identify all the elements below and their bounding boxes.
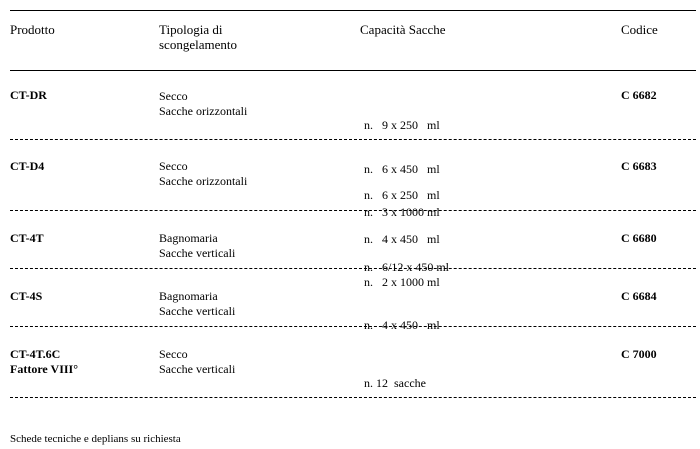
bottom-divider: [10, 397, 696, 398]
header-capacita: Capacità Sacche: [360, 22, 446, 37]
row-codice: C 6684: [621, 289, 657, 303]
row-divider: [10, 326, 696, 327]
header-tipologia-line2: scongelamento: [159, 37, 237, 52]
tipologia-line: Bagnomaria: [159, 289, 218, 303]
capacita-line: n. 12 sacche: [364, 376, 426, 390]
capacita-line: n. 6/12 x 450 ml: [364, 260, 450, 274]
tipologia-line: Bagnomaria: [159, 231, 218, 245]
capacita-line: n. 4 x 450 ml: [364, 318, 440, 332]
row-codice: C 7000: [621, 347, 657, 361]
prodotto-line: CT-4T.6C: [10, 347, 61, 361]
tipologia-line: Secco: [159, 159, 188, 173]
row-codice: C 6683: [621, 159, 657, 173]
capacita-line: n. 2 x 1000 ml: [364, 275, 440, 289]
row-prodotto: CT-DR: [10, 88, 47, 102]
tipologia-line: Sacche orizzontali: [159, 173, 248, 188]
row-divider: [10, 139, 696, 140]
capacita-line: n. 6 x 250 ml: [364, 188, 440, 202]
tipologia-line: Sacche verticali: [159, 303, 236, 318]
row-prodotto: CT-4S: [10, 289, 43, 303]
tipologia-line: Sacche verticali: [159, 245, 236, 260]
row-capacita: [364, 347, 426, 405]
tipologia-line: Sacche orizzontali: [159, 103, 248, 118]
header-rule: [10, 70, 696, 71]
tipologia-line: Sacche verticali: [159, 361, 236, 376]
header-prodotto: Prodotto: [10, 22, 55, 37]
row-prodotto: CT-D4: [10, 159, 45, 173]
header-tipologia-line1: Tipologia di: [159, 22, 223, 37]
row-capacita: [364, 289, 440, 347]
tipologia-line: Secco: [159, 347, 188, 361]
row-tipologia: [159, 347, 235, 376]
row-capacita: [364, 231, 449, 289]
row-codice: C 6680: [621, 231, 657, 245]
capacita-line: n. 3 x 1000 ml: [364, 205, 440, 219]
row-tipologia: [159, 89, 247, 118]
row-prodotto: [10, 347, 78, 376]
row-divider: [10, 268, 696, 269]
capacita-line: n. 4 x 450 ml: [364, 231, 440, 246]
row-tipologia: [159, 159, 247, 188]
row-tipologia: [159, 231, 235, 260]
row-prodotto: CT-4T: [10, 231, 44, 245]
tipologia-line: Secco: [159, 89, 188, 103]
capacita-line: n. 9 x 250 ml: [364, 118, 440, 132]
row-divider: [10, 210, 696, 211]
row-codice: C 6682: [621, 88, 657, 102]
prodotto-line: Fattore VIII°: [10, 361, 79, 376]
row-tipologia: [159, 289, 235, 318]
capacita-line: n. 6 x 450 ml: [364, 161, 440, 176]
footer-note: Schede tecniche e deplians su richiesta: [10, 433, 181, 445]
top-rule: [10, 10, 696, 11]
header-codice: Codice: [621, 22, 658, 37]
